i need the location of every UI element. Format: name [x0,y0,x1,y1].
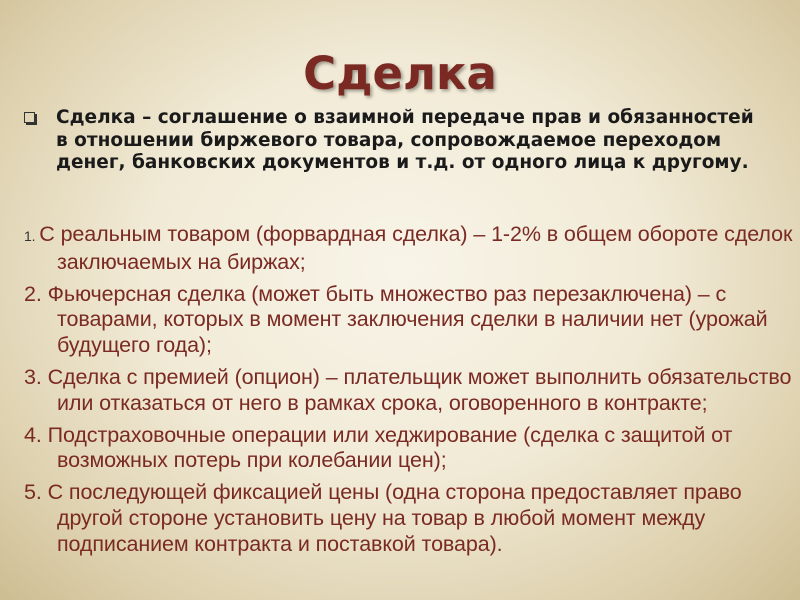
slide-title: Сделка [303,47,497,100]
list-item [24,365,794,417]
list-item [24,222,794,276]
list-item-number: 2. [24,281,48,306]
list-item-text: Фьючерсная сделка (может быть множество раз перезаключена) – с товарами, которых в момент заключения сделки в наличии нет (урожай будущего года); [47,281,768,358]
definition-text: Сделка – соглашение о взаимной передаче прав и обязанностей в отношении биржевого товара, сопровождаемое переходом денег, банковских документов и т.д. от одного лица к другому. [56,107,754,173]
list-item-text: С последующей фиксацией цены (одна сторона предоставляет право другой стороне установить цену на товар в любой момент между подписанием контракта и поставкой товара). [47,480,742,556]
list-item-number: 1. [24,228,40,244]
list-item-number: 4. [24,422,48,447]
list-item [24,423,794,475]
list-item-number: 5. [24,480,48,505]
list-item-number: 3. [24,364,48,389]
list-item [24,282,794,359]
list-item-text: С реальным товаром (форвардная сделка) – 1-2% в общем обороте сделок заключаемых на биржах; [39,222,793,274]
list-item [24,480,794,557]
square-bullet-icon [24,112,35,123]
deal-types-list [24,222,794,564]
list-item-text: Сделка с премией (опцион) – плательщик может выполнить обязательство или отказаться от него в рамках срока, оговоренного в контракте; [47,364,792,415]
list-item-text: Подстраховочные операции или хеджирование (сделка с защитой от возможных потерь при колебании цен); [47,422,733,473]
